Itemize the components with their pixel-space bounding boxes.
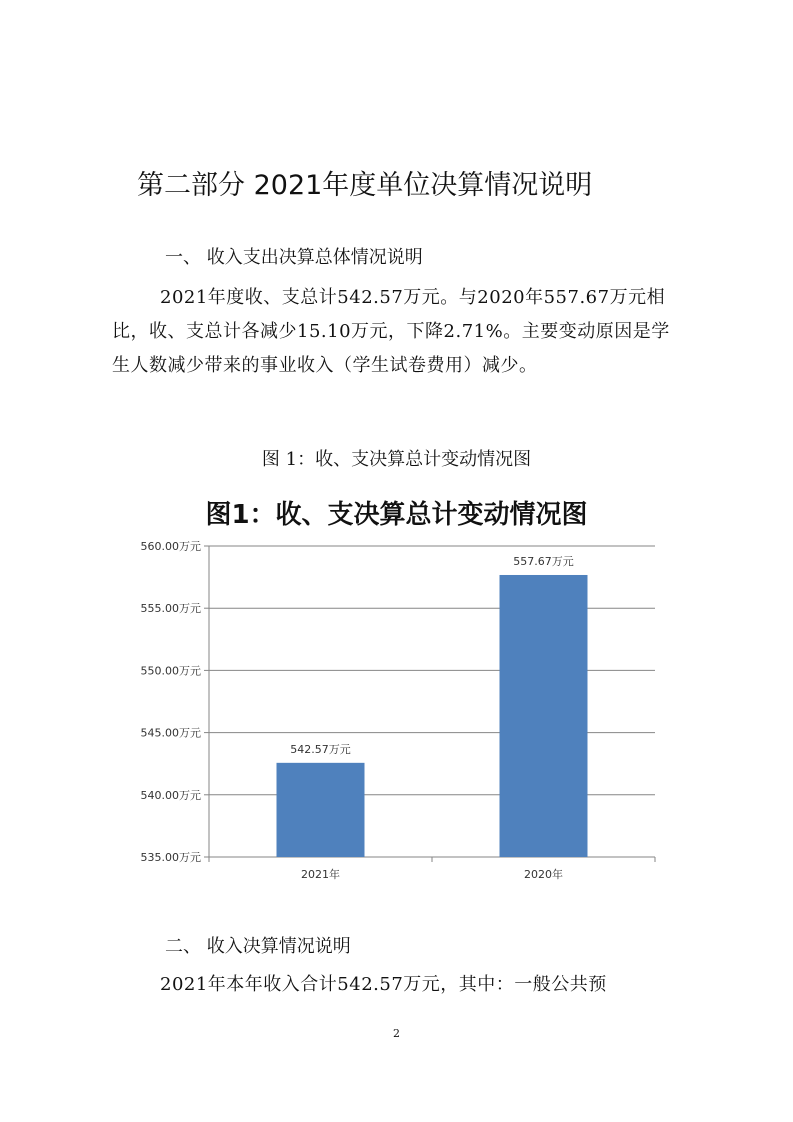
page-number: 2 xyxy=(393,1027,400,1040)
y-tick-label: 550.00万元 xyxy=(140,664,201,678)
section-heading-income: 二、 收入决算情况说明 xyxy=(165,936,351,957)
chart-bars xyxy=(277,575,588,857)
y-tick-label: 545.00万元 xyxy=(140,726,201,740)
figure-caption: 图 1：收、支决算总计变动情况图 xyxy=(261,449,532,470)
chart-title: 图1：收、支决算总计变动情况图 xyxy=(205,500,588,530)
y-tick-label: 540.00万元 xyxy=(140,788,201,802)
income-paragraph: 2021年本年收入合计542.57万元，其中：一般公共预 xyxy=(160,974,607,995)
page-title: 第二部分 2021年度单位决算情况说明 xyxy=(137,170,593,201)
y-tick-label: 535.00万元 xyxy=(140,851,201,864)
overview-paragraph: 2021年度收、支总计542.57万元。与2020年557.67万元相比，收、支总计各减少15.10万元，下降2.71%。主要变动原因是学生人数减少带来的事业收入（学生试卷费用）减少。 xyxy=(112,287,670,376)
y-tick-label: 555.00万元 xyxy=(140,602,201,616)
section-heading-overview: 一、 收入支出决算总体情况说明 xyxy=(165,247,423,268)
value-label-0: 542.57万元 xyxy=(290,742,351,756)
bar-0 xyxy=(277,763,365,857)
value-label-1: 557.67万元 xyxy=(513,554,574,568)
bar-1 xyxy=(500,575,588,857)
category-label-0: 2021年 xyxy=(301,868,340,881)
category-label-1: 2020年 xyxy=(524,868,563,881)
y-tick-label: 560.00万元 xyxy=(140,540,201,553)
